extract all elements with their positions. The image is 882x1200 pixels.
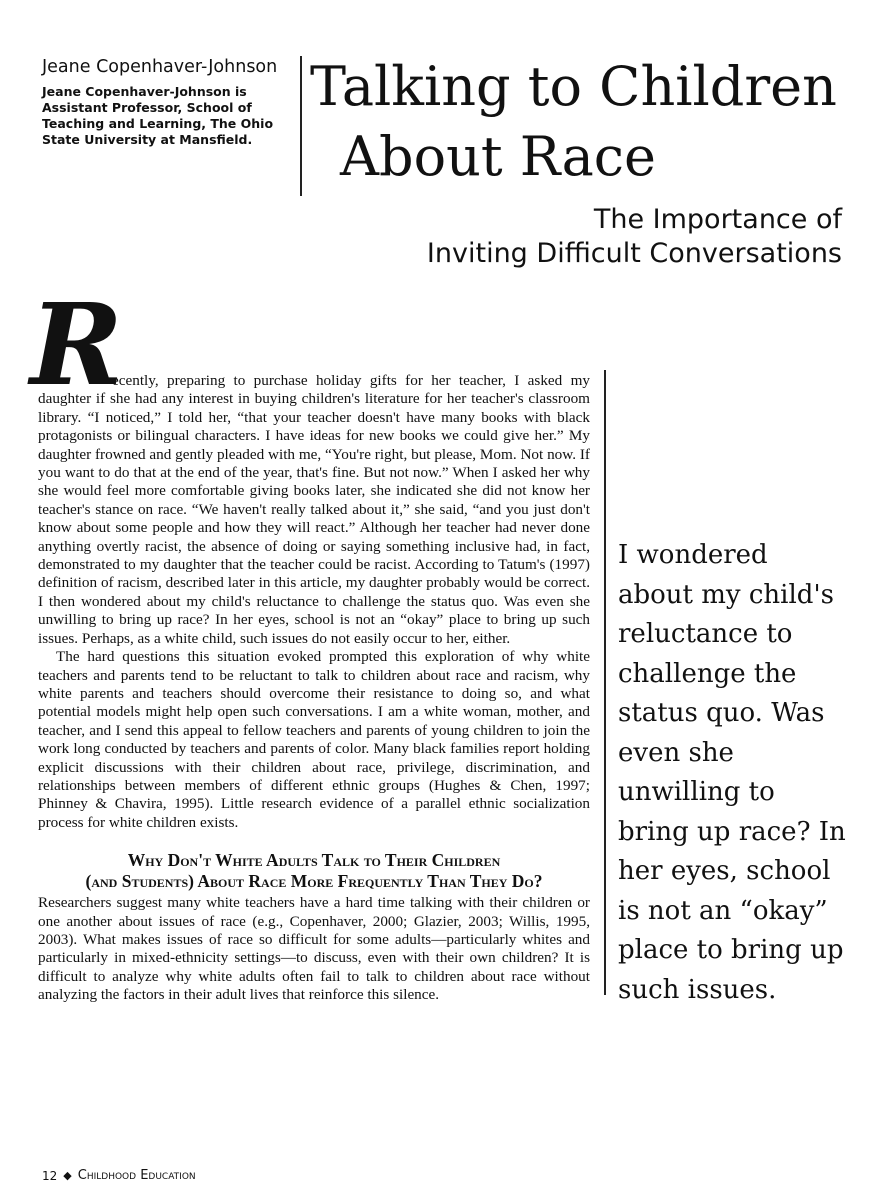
article-title [310, 52, 850, 192]
author-bio: Jeane Copenhaver-Johnson is Assistant Professor, School of Teaching and Learning, The Ohio State University at Mansfield. [42, 84, 274, 147]
diamond-icon: ◆ [63, 1169, 72, 1182]
section-heading-line-2: (and Students) About Race More Frequently Than They Do? [85, 871, 543, 892]
pull-quote-divider [604, 370, 606, 995]
author-block [42, 56, 292, 148]
article-body [38, 372, 590, 1005]
paragraph-1: ecently, preparing to purchase holiday gifts for her teacher, I asked my daughter if she had any interest in buying children's literature for her teacher's classroom library. “I noticed,” I told her, “that your teacher doesn't have many books with black protagonists or bilingual characters. I have ideas for new books we could give her.” My daughter frowned and gently pleaded with me, “You're right, but please, Mom. Not now. If you want to do that at the end of the year, that's fine. But not now.” When I asked her why she would feel more comfortable giving books later, she indicated she did not know her teacher's stance on race. “We haven't really talked about it,” she said, “and you just don't know about some people and how they will react.” Although her teacher had never done anything overtly racist, the absence of doing or saying something inclusive had, in fact, demonstrated to my daughter that the teacher could be racist. According to Tatum's (1997) definition of racism, described later in this article, my daughter probably would be correct. I then wondered about my child's reluctance to challenge the status quo. Was even she unwilling to bring up race? In her eyes, school is not an “okay” place to bring up such issues. Perhaps, as a white child, such issues do not easily occur to her, either. [38, 372, 590, 647]
section-heading [38, 850, 590, 892]
drop-cap: R [30, 280, 124, 411]
subtitle-line-1: The Importance of [593, 204, 842, 235]
pull-quote: I wondered about my child's reluctance to challenge the status quo. Was even she unwilling to bring up race? In her eyes, school is not an “okay” place to bring up such issues. [618, 540, 846, 1005]
header-divider [300, 56, 302, 196]
title-line-1: Talking to Children [310, 55, 837, 118]
paragraph-2: The hard questions this situation evoked prompted this exploration of why white teachers and parents tend to be reluctant to talk to children about race and racism, why white parents and teachers should overcome their resistance to doing so, and what potential models might help open such conversations. I am a white woman, mother, and teacher, and I send this appeal to fellow teachers and parents of young children to join the work long conducted by teachers and parents of color. Many black families report holding explicit discussions with their children about race, privilege, discrimination, and relationships between members of different ethnic groups (Hughes & Chen, 1997; Phinney & Chavira, 1995). Little research evidence of a parallel ethnic socialization process for white children exists. [38, 648, 590, 831]
page-footer [42, 1168, 196, 1183]
page-number: 12 [42, 1168, 58, 1183]
section-heading-line-1: Why Don't White Adults Talk to Their Children [127, 850, 501, 871]
title-line-2: About Race [340, 125, 657, 188]
author-name: Jeane Copenhaver-Johnson [42, 57, 278, 77]
article-subtitle [342, 203, 842, 271]
subtitle-line-2: Inviting Difficult Conversations [426, 238, 842, 269]
publication-name: Childhood Education [77, 1168, 196, 1183]
paragraph-3: Researchers suggest many white teachers have a hard time talking with their children or one another about issues of race (e.g., Copenhaver, 2000; Glazier, 2003; Willis, 1995, 2003). What makes issues of race so difficult for some adults—particularly whites and particularly in mixed-ethnicity settings—to discuss, even with their own children? It is difficult to analyze why white adults often fail to talk to children about race without analyzing the factors in their adult lives that reinforce this silence. [38, 894, 590, 1004]
